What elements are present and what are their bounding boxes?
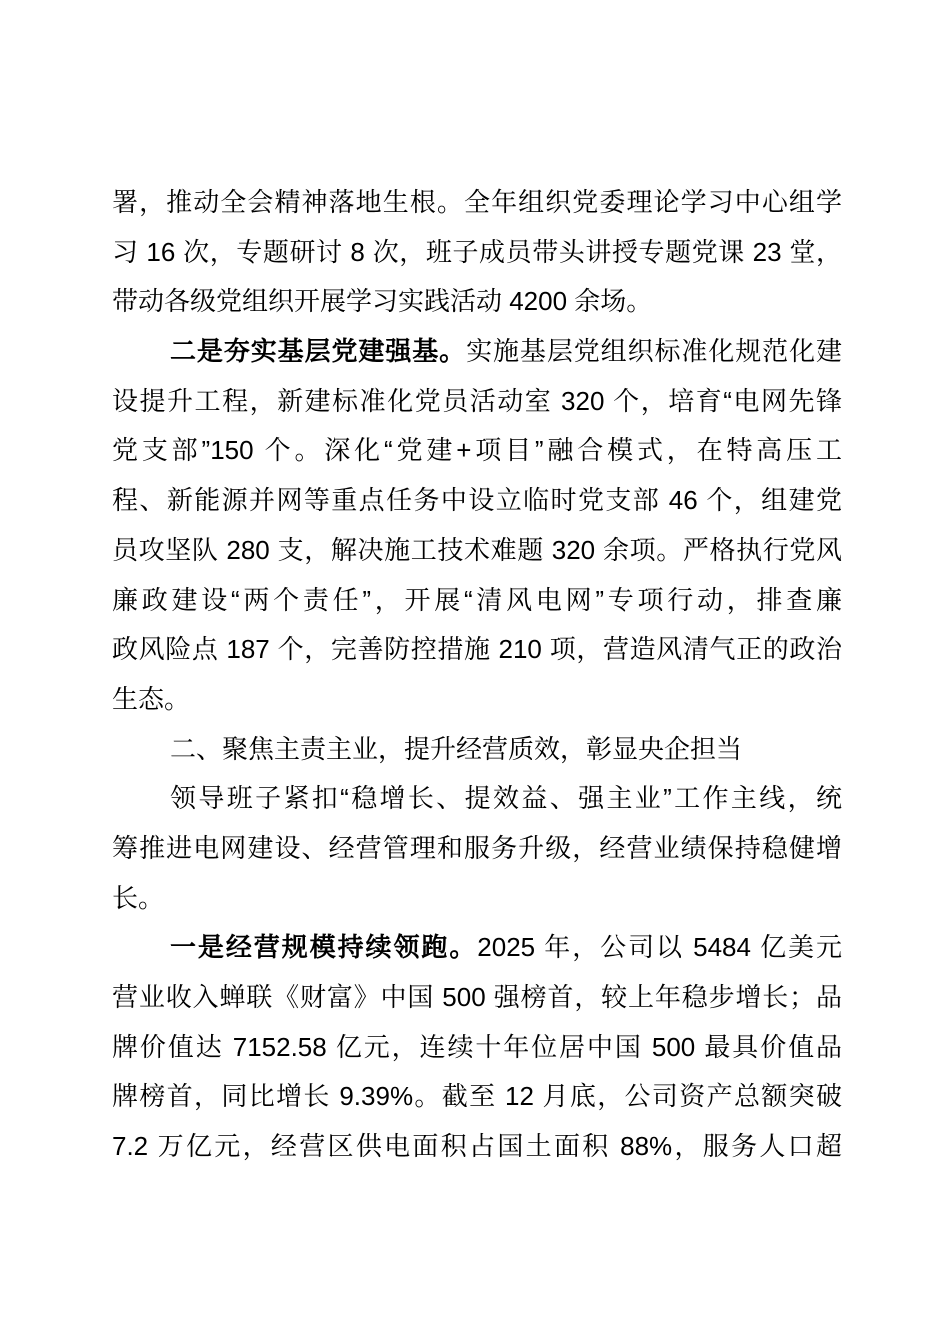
text-line xyxy=(112,774,842,824)
text-run: 2025 年，公司以 5484 亿美元 xyxy=(477,932,842,963)
text-run: 营业收入蝉联《财富》中国 500 强榜首，较上年稳步增长；品 xyxy=(112,982,842,1012)
paragraph xyxy=(112,923,842,1171)
section-heading xyxy=(112,725,842,775)
text-run: 7.2 万亿元，经营区供电面积占国土面积 88%，服务人口超 xyxy=(112,1131,842,1162)
text-line xyxy=(112,277,842,327)
text-run: 二、聚焦主责主业，提升经营质效，彰显央企担当 xyxy=(170,733,743,764)
text-run: 领导班子紧扣“稳增长、提效益、强主业”工作主线，统 xyxy=(170,783,842,814)
text-run: 生态。 xyxy=(112,683,191,714)
text-line xyxy=(112,874,842,924)
text-line xyxy=(112,327,842,377)
text-run: 牌榜首，同比增长 9.39%。截至 12 月底，公司资产总额突破 xyxy=(112,1081,842,1112)
text-run: 长。 xyxy=(112,882,165,913)
text-run: 员攻坚队 280 支，解决施工技术难题 320 余项。严格执行党风 xyxy=(112,534,842,565)
text-run: 党支部”150 个。深化“党建+项目”融合模式，在特高压工 xyxy=(112,435,842,466)
text-run: 实施基层党组织标准化规范化建 xyxy=(466,336,842,367)
text-line xyxy=(112,1023,842,1073)
text-run: 署，推动全会精神落地生根。全年组织党委理论学习中心组学 xyxy=(112,187,842,217)
text-run: 筹推进电网建设、经营管理和服务升级，经营业绩保持稳健增 xyxy=(112,832,842,863)
text-run: 习 16 次，专题研讨 8 次，班子成员带头讲授专题党课 23 堂， xyxy=(112,236,842,267)
text-run: 带动各级党组织开展学习实践活动 4200 余场。 xyxy=(112,286,653,317)
bold-text-run: 二是夯实基层党建强基。 xyxy=(170,336,467,367)
text-line xyxy=(112,377,842,427)
text-line xyxy=(112,426,842,476)
paragraph xyxy=(112,178,842,327)
paragraph xyxy=(112,774,842,923)
text-line xyxy=(112,923,842,973)
text-line xyxy=(112,625,842,675)
text-line xyxy=(112,476,842,526)
text-line xyxy=(112,824,842,874)
text-run: 牌价值达 7152.58 亿元，连续十年位居中国 500 最具价值品 xyxy=(112,1031,842,1062)
text-line xyxy=(112,178,842,228)
text-run: 设提升工程，新建标准化党员活动室 320 个，培育“电网先锋 xyxy=(112,385,842,416)
text-line xyxy=(112,526,842,576)
text-line xyxy=(112,576,842,626)
text-run: 廉政建设“两个责任”，开展“清风电网”专项行动，排查廉 xyxy=(112,584,842,615)
bold-text-run: 一是经营规模持续领跑。 xyxy=(170,932,478,963)
document-text-block xyxy=(112,178,842,1172)
text-line xyxy=(112,675,842,725)
text-line xyxy=(112,1072,842,1122)
text-run: 程、新能源并网等重点任务中设立临时党支部 46 个，组建党 xyxy=(112,485,842,516)
text-run: 政风险点 187 个，完善防控措施 210 项，营造风清气正的政治 xyxy=(112,634,842,665)
text-line xyxy=(112,973,842,1023)
text-line xyxy=(112,725,842,775)
paragraph xyxy=(112,327,842,725)
text-line xyxy=(112,228,842,278)
text-line xyxy=(112,1122,842,1172)
